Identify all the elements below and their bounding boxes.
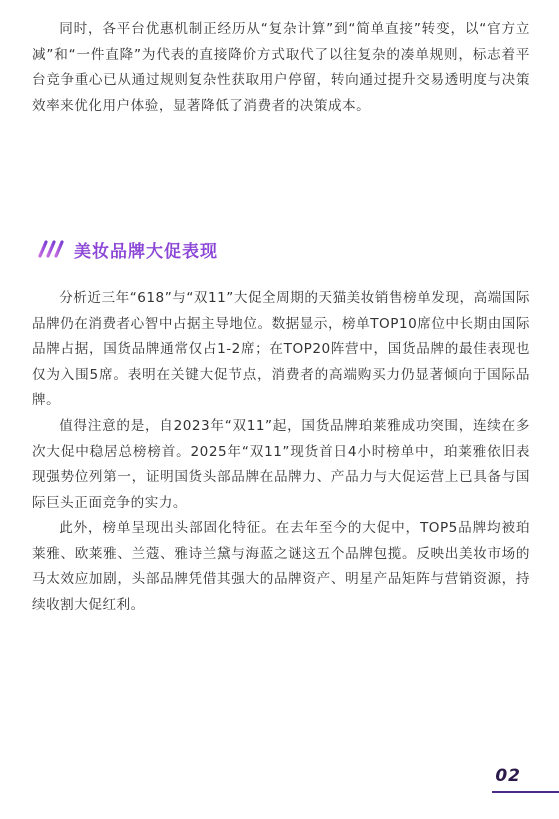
page-number: 02 <box>495 766 521 786</box>
section-title: 美妆品牌大促表现 <box>74 241 218 262</box>
notable-paragraph: 值得注意的是，自2023年“双11”起，国货品牌珀莱雅成功突围，连续在多次大促中稳居总榜榜首。2025年“双11”现货首日4小时榜单中，珀莱雅依旧表现强势位列第一，证明国货头部品牌在品牌力、产品力与大促运营上已具备与国际巨头正面竞争的实力。 <box>32 418 530 511</box>
triple-slash-icon <box>38 240 66 258</box>
analysis-paragraph: 分析近三年“618”与“双11”大促全周期的天猫美妆销售榜单发现，高端国际品牌仍在消费者心智中占据主导地位。数据显示，榜单TOP10席位中长期由国际品牌占据，国货品牌通常仅占1-2席；在TOP20阵营中，国货品牌的最佳表现也仅为入围5席。表明在关键大促节点，消费者的高端购买力仍显著倾向于国际品牌。 <box>32 290 530 409</box>
intro-paragraph: 同时，各平台优惠机制正经历从“复杂计算”到“简单直接”转变，以“官方立减”和“一件直降”为代表的直接降价方式取代了以往复杂的凑单规则，标志着平台竞争重心已从通过规则复杂性获取用户停留，转向通过提升交易透明度与决策效率来优化用户体验，显著降低了消费者的决策成本。 <box>32 21 530 114</box>
concentration-paragraph: 此外，榜单呈现出头部固化特征。在去年至今的大促中，TOP5品牌均被珀莱雅、欧莱雅、兰蔻、雅诗兰黛与海蓝之谜这五个品牌包揽。反映出美妆市场的马太效应加剧，头部品牌凭借其强大的品牌资产、明星产品矩阵与营销资源，持续收割大促红利。 <box>32 520 530 613</box>
footer-rule <box>492 791 559 793</box>
section-heading <box>38 236 218 262</box>
